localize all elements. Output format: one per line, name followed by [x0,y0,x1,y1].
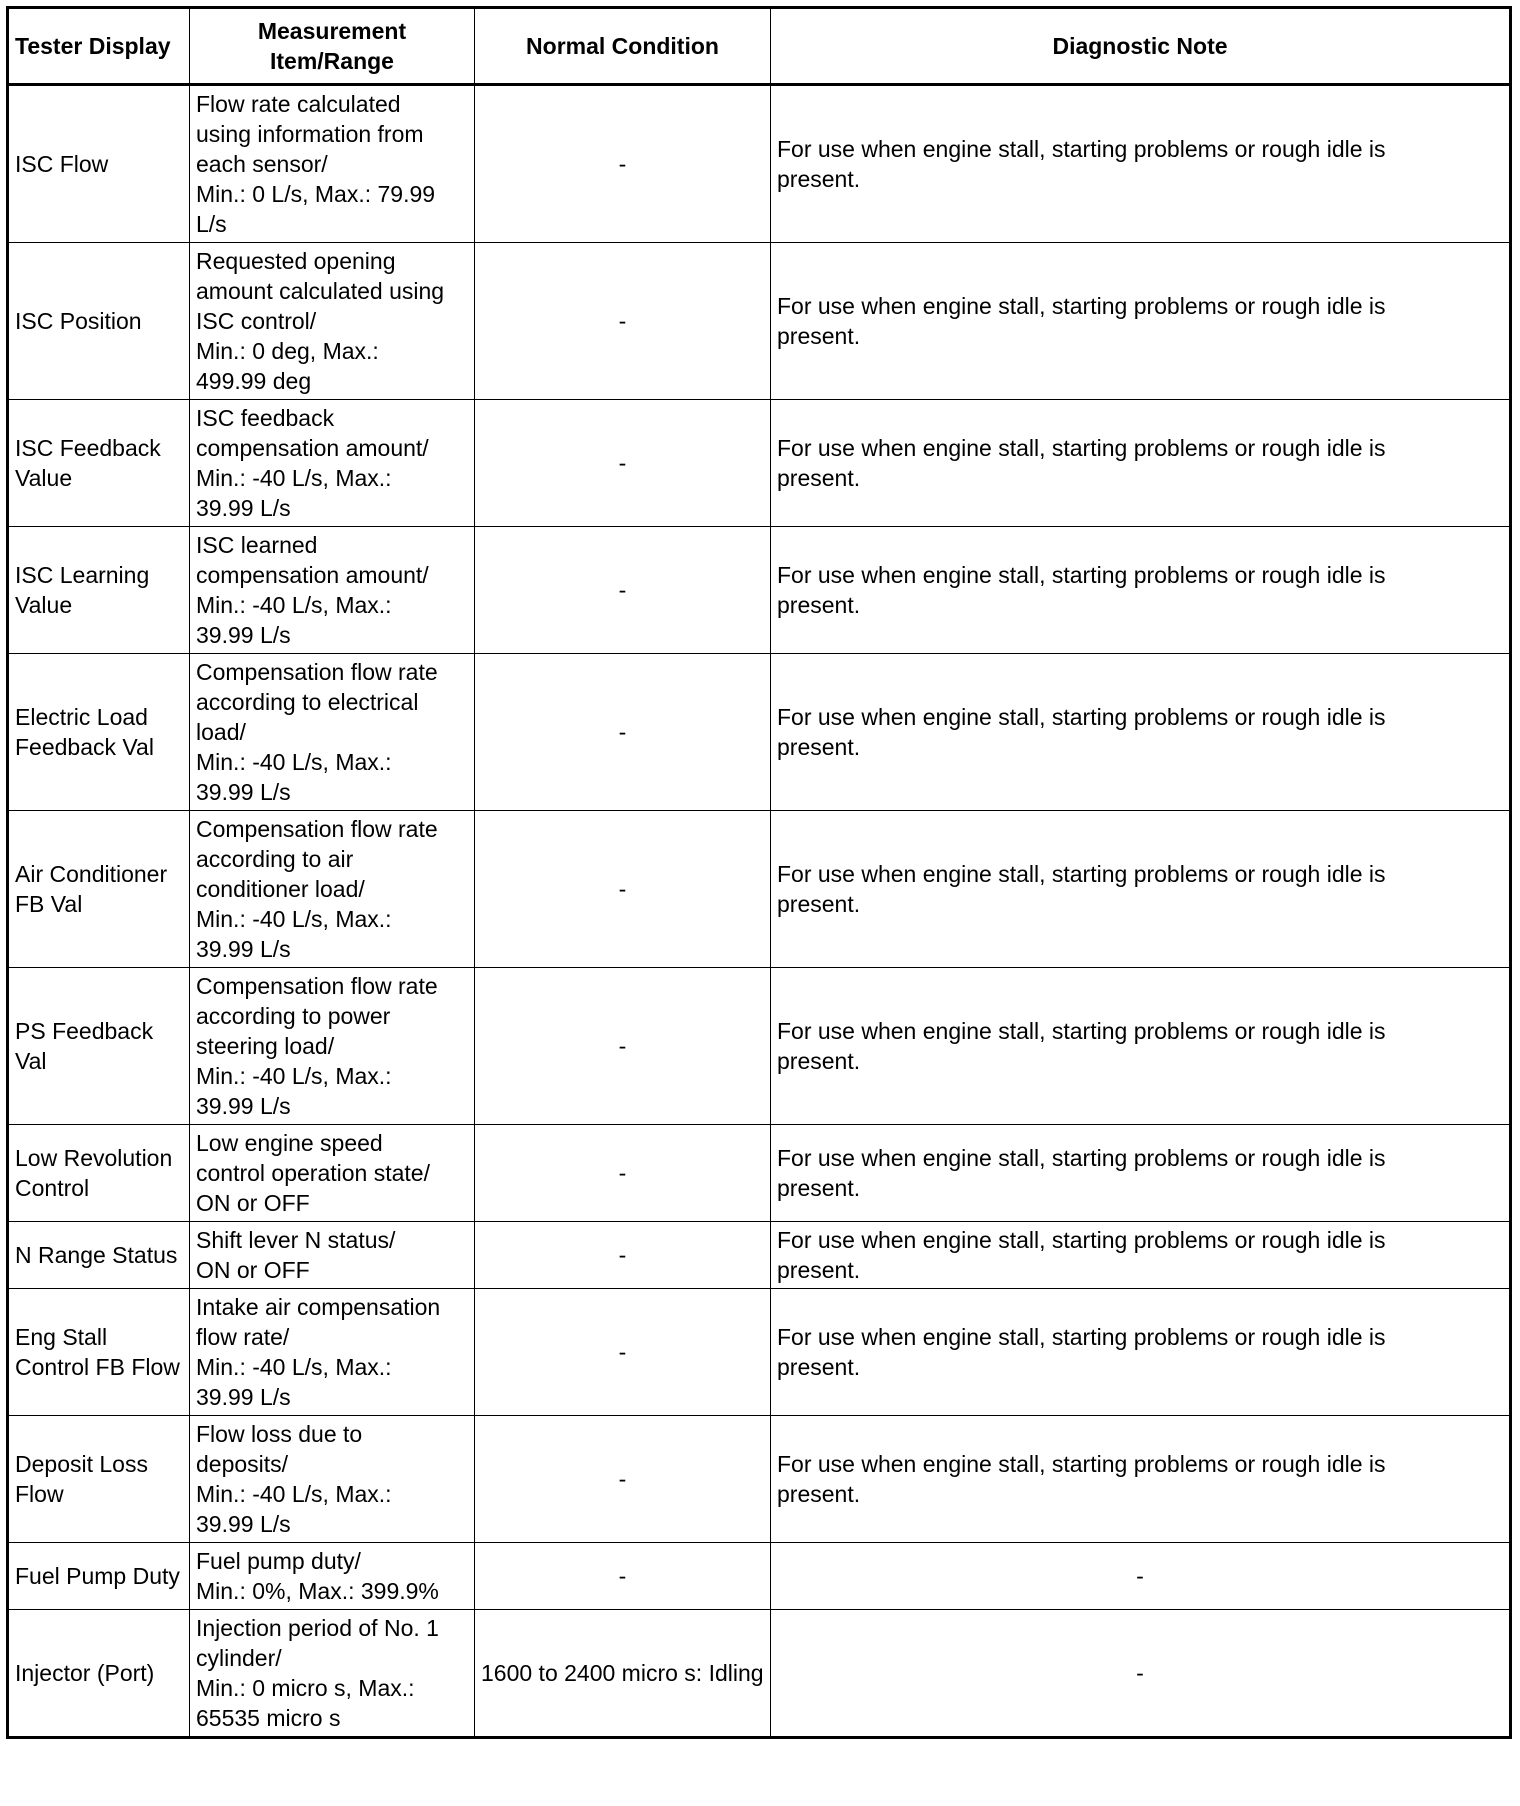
cell-measurement-range [190,85,475,243]
cell-measurement-range [190,1610,475,1738]
note-line: present. [777,1048,861,1074]
cell-diagnostic-note [771,1416,1511,1543]
note-line: present. [777,323,861,349]
cell-normal-condition: - [475,654,771,811]
range-line: L/s [196,211,227,237]
cell-tester-display: Deposit Loss Flow [8,1416,190,1543]
range-line: Min.: -40 L/s, Max.: [196,1354,392,1380]
table-body [8,85,1511,1738]
table-row [8,1289,1511,1416]
range-line: steering load/ [196,1033,335,1059]
cell-normal-condition: - [475,1416,771,1543]
note-line: For use when engine stall, starting problems or rough idle is [777,136,1386,162]
range-line: Compensation flow rate [196,973,438,999]
table-row [8,243,1511,400]
range-line: compensation amount/ [196,435,429,461]
table-row [8,1543,1511,1610]
range-line: 39.99 L/s [196,1093,291,1119]
table-header-row [8,8,1511,85]
note-line: present. [777,734,861,760]
range-line: ISC control/ [196,308,317,334]
table-row [8,811,1511,968]
cell-normal-condition: - [475,85,771,243]
table-row [8,654,1511,811]
range-line: Min.: 0%, Max.: 399.9% [196,1578,439,1604]
cell-normal-condition: - [475,243,771,400]
range-line: deposits/ [196,1451,289,1477]
range-line: 39.99 L/s [196,1511,291,1537]
range-line: Min.: 0 micro s, Max.: [196,1675,415,1701]
cell-diagnostic-note [771,243,1511,400]
cell-tester-display: ISC Flow [8,85,190,243]
cell-diagnostic-note [771,1543,1511,1610]
table-row [8,400,1511,527]
range-line: according to electrical [196,689,419,715]
cell-diagnostic-note [771,968,1511,1125]
cell-measurement-range [190,527,475,654]
note-line: For use when engine stall, starting problems or rough idle is [777,435,1386,461]
header-measurement-line1: Measurement [257,18,407,44]
cell-diagnostic-note [771,1222,1511,1289]
cell-measurement-range [190,1289,475,1416]
header-measurement-line2: Item/Range [270,48,394,74]
range-line: according to air [196,846,354,872]
note-line: present. [777,1354,861,1380]
cell-normal-condition: 1600 to 2400 micro s: Idling [475,1610,771,1738]
note-line: For use when engine stall, starting problems or rough idle is [777,1018,1386,1044]
range-line: using information from [196,121,424,147]
range-line: 39.99 L/s [196,1384,291,1410]
range-line: amount calculated using [196,278,445,304]
cell-tester-display: N Range Status [8,1222,190,1289]
range-line: Min.: -40 L/s, Max.: [196,592,392,618]
header-normal-condition: Normal Condition [475,8,771,85]
note-line: For use when engine stall, starting problems or rough idle is [777,861,1386,887]
range-line: ON or OFF [196,1257,310,1283]
range-line: Flow loss due to [196,1421,363,1447]
cell-measurement-range [190,1222,475,1289]
range-line: Min.: -40 L/s, Max.: [196,465,392,491]
note-line: present. [777,1481,861,1507]
note-line: present. [777,891,861,917]
cell-normal-condition: - [475,1289,771,1416]
note-line: For use when engine stall, starting problems or rough idle is [777,293,1386,319]
range-line: Shift lever N status/ [196,1227,396,1253]
table-row [8,527,1511,654]
range-line: Requested opening [196,248,396,274]
cell-tester-display: Eng Stall Control FB Flow [8,1289,190,1416]
cell-normal-condition: - [475,1125,771,1222]
cell-normal-condition: - [475,968,771,1125]
range-line: ISC learned [196,532,318,558]
cell-tester-display: ISC Position [8,243,190,400]
cell-diagnostic-note [771,1289,1511,1416]
cell-normal-condition: - [475,1222,771,1289]
cell-diagnostic-note [771,85,1511,243]
note-line: - [1136,1563,1144,1589]
range-line: Min.: 0 deg, Max.: [196,338,379,364]
range-line: flow rate/ [196,1324,290,1350]
table-row [8,1125,1511,1222]
table-row [8,85,1511,243]
range-line: load/ [196,719,246,745]
note-line: present. [777,1175,861,1201]
cell-diagnostic-note [771,400,1511,527]
cell-tester-display: Injector (Port) [8,1610,190,1738]
note-line: present. [777,1257,861,1283]
range-line: Flow rate calculated [196,91,401,117]
note-line: present. [777,166,861,192]
range-line: control operation state/ [196,1160,430,1186]
range-line: 39.99 L/s [196,779,291,805]
header-diagnostic-note: Diagnostic Note [771,8,1511,85]
cell-measurement-range [190,968,475,1125]
range-line: compensation amount/ [196,562,429,588]
range-line: Low engine speed [196,1130,383,1156]
cell-measurement-range [190,1125,475,1222]
range-line: Intake air compensation [196,1294,441,1320]
range-line: cylinder/ [196,1645,282,1671]
note-line: For use when engine stall, starting problems or rough idle is [777,1324,1386,1350]
note-line: For use when engine stall, starting problems or rough idle is [777,1145,1386,1171]
cell-tester-display: PS Feedback Val [8,968,190,1125]
note-line: For use when engine stall, starting problems or rough idle is [777,1227,1386,1253]
cell-normal-condition: - [475,400,771,527]
range-line: Min.: -40 L/s, Max.: [196,749,392,775]
cell-measurement-range [190,811,475,968]
note-line: present. [777,592,861,618]
cell-normal-condition: - [475,527,771,654]
range-line: 39.99 L/s [196,495,291,521]
cell-diagnostic-note [771,527,1511,654]
note-line: present. [777,465,861,491]
cell-measurement-range [190,654,475,811]
cell-diagnostic-note [771,811,1511,968]
header-tester-display: Tester Display [8,8,190,85]
range-line: conditioner load/ [196,876,365,902]
data-list-table [6,6,1512,1739]
cell-measurement-range [190,400,475,527]
range-line: Min.: -40 L/s, Max.: [196,1063,392,1089]
note-line: - [1136,1660,1144,1686]
header-measurement-item-range [190,8,475,85]
note-line: For use when engine stall, starting problems or rough idle is [777,1451,1386,1477]
cell-tester-display: ISC Feedback Value [8,400,190,527]
cell-normal-condition: - [475,811,771,968]
cell-measurement-range [190,1543,475,1610]
range-line: Min.: 0 L/s, Max.: 79.99 [196,181,436,207]
cell-tester-display: Air Conditioner FB Val [8,811,190,968]
table-row [8,968,1511,1125]
range-line: 65535 micro s [196,1705,341,1731]
range-line: Fuel pump duty/ [196,1548,361,1574]
range-line: according to power [196,1003,391,1029]
cell-diagnostic-note [771,1610,1511,1738]
range-line: ON or OFF [196,1190,310,1216]
cell-measurement-range [190,243,475,400]
note-line: For use when engine stall, starting problems or rough idle is [777,704,1386,730]
range-line: Injection period of No. 1 [196,1615,439,1641]
range-line: each sensor/ [196,151,328,177]
range-line: Min.: -40 L/s, Max.: [196,1481,392,1507]
range-line: 499.99 deg [196,368,312,394]
range-line: Compensation flow rate [196,659,438,685]
table-row [8,1222,1511,1289]
cell-tester-display: ISC Learning Value [8,527,190,654]
cell-measurement-range [190,1416,475,1543]
cell-diagnostic-note [771,654,1511,811]
range-line: ISC feedback [196,405,335,431]
table-row [8,1416,1511,1543]
range-line: 39.99 L/s [196,622,291,648]
cell-tester-display: Low Revolution Control [8,1125,190,1222]
cell-diagnostic-note [771,1125,1511,1222]
note-line: For use when engine stall, starting problems or rough idle is [777,562,1386,588]
cell-tester-display: Electric Load Feedback Val [8,654,190,811]
range-line: 39.99 L/s [196,936,291,962]
cell-normal-condition: - [475,1543,771,1610]
cell-tester-display: Fuel Pump Duty [8,1543,190,1610]
range-line: Min.: -40 L/s, Max.: [196,906,392,932]
range-line: Compensation flow rate [196,816,438,842]
table-row [8,1610,1511,1738]
